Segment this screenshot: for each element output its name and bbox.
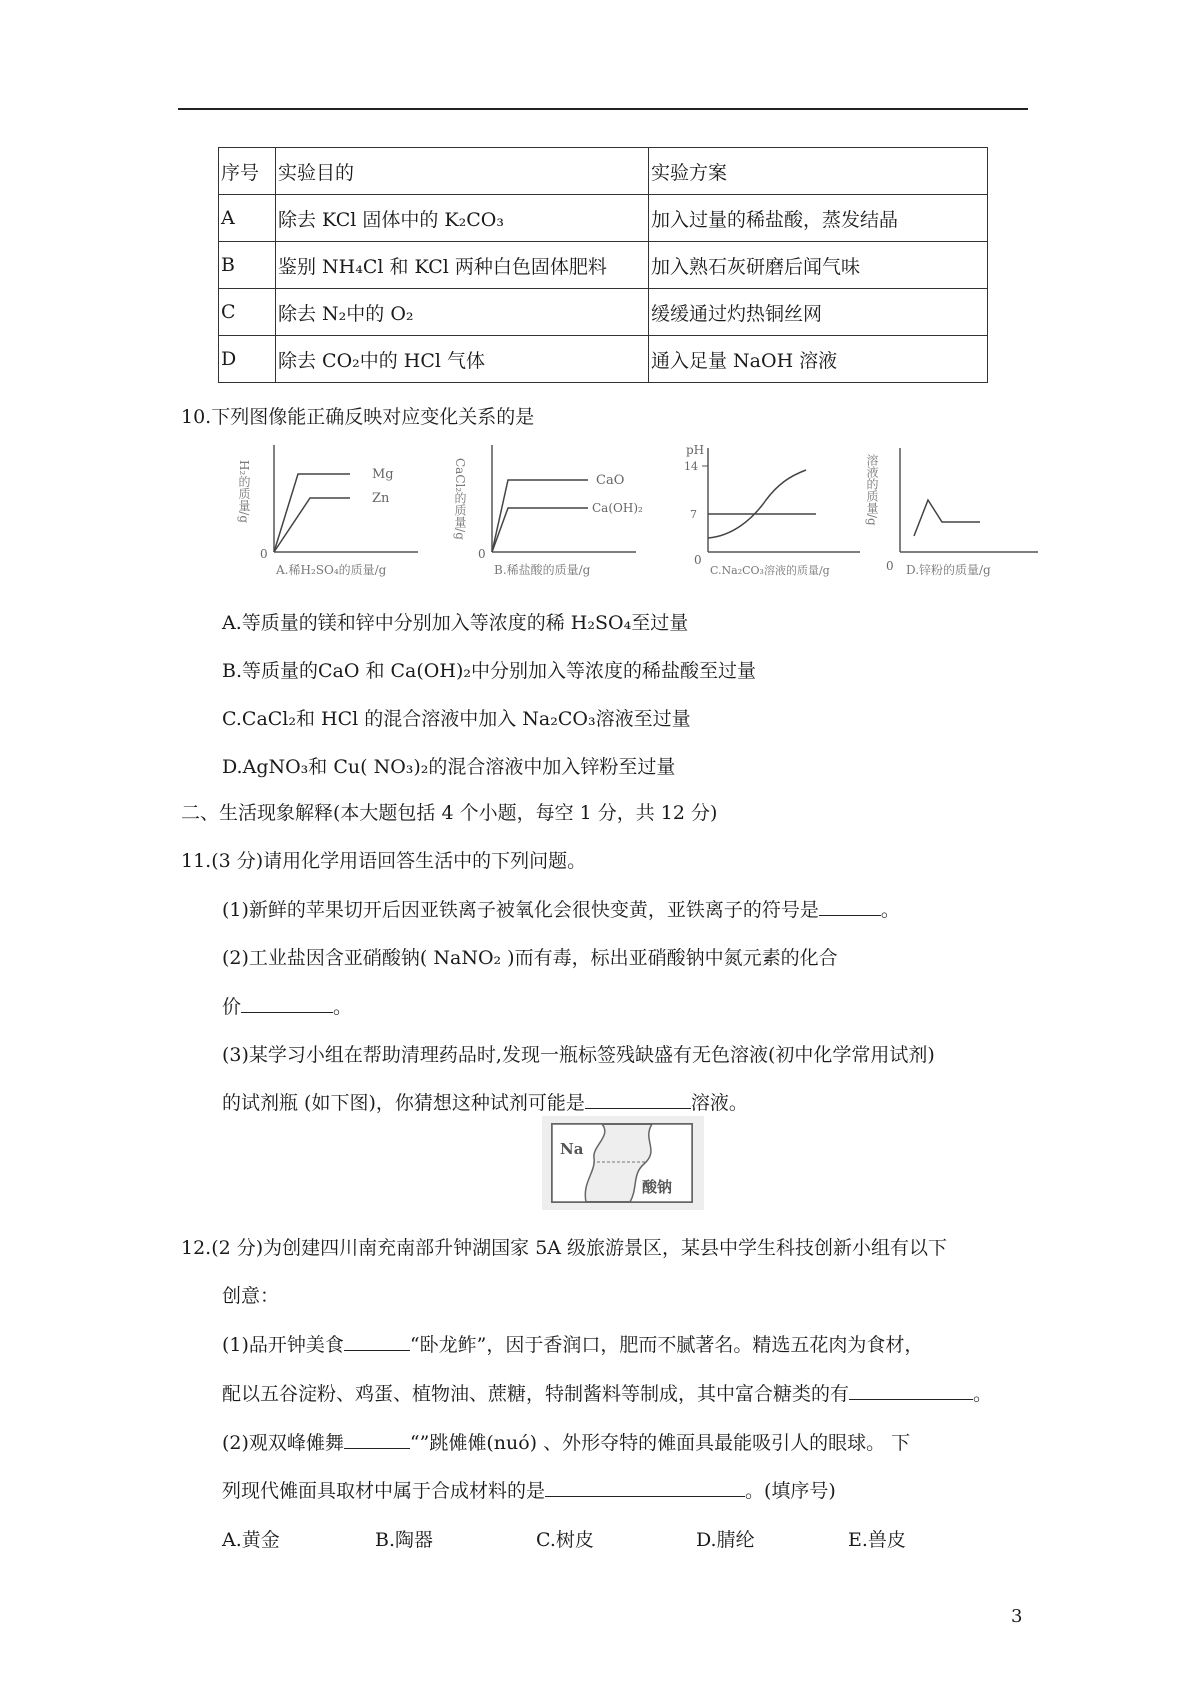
header-cell: 序号: [219, 148, 276, 195]
q12-part-1-mid: “卧龙鲊”，因于香润口，肥而不腻著名。精选五花肉为食材，: [409, 1334, 924, 1356]
graph-b-line2-label: Ca(OH)₂: [592, 501, 643, 515]
q10-option-b: B.等质量的CaO 和 Ca(OH)₂中分别加入等浓度的稀盐酸至过量: [222, 660, 756, 682]
graph-a: [237, 440, 420, 585]
q12-part-1b-end: 。: [973, 1383, 993, 1405]
graph-c-ph-curve: [708, 470, 806, 538]
graph-c-ylabel: pH: [686, 443, 705, 457]
graph-b-cao-line: [492, 480, 588, 552]
table-cell: A: [219, 195, 276, 242]
table-cell: 除去 KCl 固体中的 K₂CO₃: [276, 195, 649, 242]
table-row: [219, 336, 988, 383]
q12-part-1b-text: 配以五谷淀粉、鸡蛋、植物油、蔗糖，特制酱料等制成，其中富合糖类的有: [222, 1383, 850, 1405]
answer-blank[interactable]: [545, 1478, 745, 1497]
graph-c: [682, 440, 862, 585]
experiment-table: [218, 147, 988, 383]
graph-b-line1-label: CaO: [596, 473, 625, 488]
q11-part-1-text: (1)新鲜的苹果切开后因亚铁离子被氧化会很快变黄，亚铁离子的符号是: [222, 899, 819, 921]
page-number: 3: [1011, 1606, 1023, 1627]
graph-c-xlabel: C.Na₂CO₃溶液的质量/g: [710, 564, 830, 577]
q11-part-2b-text: 价: [222, 996, 242, 1018]
graph-c-tick-7: 7: [690, 508, 697, 521]
table-cell: D: [219, 336, 276, 383]
table-cell: 加入熟石灰研磨后闻气味: [649, 242, 988, 289]
graph-a-mg-line: [274, 474, 350, 552]
q12-part-2-text: (2)观双峰傩舞: [222, 1432, 344, 1454]
q12-choice-a: A.黄金: [222, 1529, 280, 1551]
header-rule: [178, 108, 1028, 110]
answer-blank[interactable]: [849, 1381, 973, 1400]
graph-a-ylabel: H₂的质量/g: [237, 460, 251, 523]
q12-part-2b-end: 。(填序号): [745, 1480, 836, 1502]
q12-choice-d: D.腈纶: [696, 1529, 755, 1551]
header-cell: 实验方案: [649, 148, 988, 195]
graph-a-origin: 0: [260, 547, 268, 561]
q11-part-3b-end: 溶液。: [690, 1092, 748, 1114]
graph-d: [865, 440, 1040, 585]
graph-a-line1-label: Mg: [372, 467, 394, 482]
q11-part-1-end: 。: [880, 899, 900, 921]
answer-blank[interactable]: [585, 1090, 691, 1109]
answer-blank[interactable]: [819, 897, 881, 916]
q12-part-1-cont: [222, 1379, 992, 1406]
q11-part-2: (2)工业盐因含亚硝酸钠( NaNO₂ )而有毒，标出亚硝酸钠中氮元素的化合: [222, 947, 838, 969]
graph-b-xlabel: B.稀盐酸的质量/g: [494, 563, 591, 577]
graph-a-line2-label: Zn: [372, 491, 390, 506]
table-row: [219, 242, 988, 289]
graph-b-origin: 0: [478, 547, 486, 561]
graph-d-line: [914, 500, 980, 536]
graph-c-origin: 0: [694, 553, 702, 567]
q12-choice-c: C.树皮: [536, 1529, 594, 1551]
q12-part-2-mid: “”跳傩傩(nuó) 、外形夺特的傩面具最能吸引人的眼球。 下: [409, 1432, 911, 1454]
q11-part-3: (3)某学习小组在帮助清理药品时,发现一瓶标签残缺盛有无色溶液(初中化学常用试剂): [222, 1044, 935, 1066]
q12-choice-b: B.陶器: [375, 1529, 434, 1551]
graph-c-tick-14: 14: [684, 460, 698, 473]
table-cell: 鉴别 NH₄Cl 和 KCl 两种白色固体肥料: [276, 242, 649, 289]
q12-choice-e: E.兽皮: [848, 1529, 906, 1551]
graph-b-caoh2-line: [492, 508, 588, 552]
table-cell: B: [219, 242, 276, 289]
q12-part-2-cont: [222, 1476, 836, 1503]
torn-label-figure: [542, 1116, 704, 1210]
table-row: [219, 195, 988, 242]
table-cell: 加入过量的稀盐酸，蒸发结晶: [649, 195, 988, 242]
question-11-stem: 11.(3 分)请用化学用语回答生活中的下列问题。: [181, 850, 587, 872]
q12-part-2b-text: 列现代傩面具取材中属于合成材料的是: [222, 1480, 546, 1502]
graph-a-zn-line: [274, 498, 350, 552]
section-2-heading: 二、生活现象解释(本大题包括 4 个小题，每空 1 分，共 12 分): [181, 802, 718, 824]
table-row: [219, 289, 988, 336]
graph-d-xlabel: D.锌粉的质量/g: [906, 563, 991, 577]
table-cell: 缓缓通过灼热铜丝网: [649, 289, 988, 336]
q12-part-2: [222, 1428, 910, 1455]
q11-part-3b-text: 的试剂瓶 (如下图)，你猜想这种试剂可能是: [222, 1092, 585, 1114]
q11-part-2-cont: [222, 992, 352, 1019]
question-12-stem: 12.(2 分)为创建四川南充南部升钟湖国家 5A 级旅游景区，某县中学生科技创新小组有以下: [181, 1237, 948, 1259]
q11-part-1: [222, 895, 900, 922]
table-cell: 通入足量 NaOH 溶液: [649, 336, 988, 383]
answer-blank[interactable]: [344, 1332, 410, 1351]
q12-part-1-text: (1)品开钟美食: [222, 1334, 344, 1356]
label-right-text: 酸钠: [642, 1178, 673, 1196]
q11-part-2b-end: 。: [333, 996, 353, 1018]
table-cell: C: [219, 289, 276, 336]
table-cell: 除去 N₂中的 O₂: [276, 289, 649, 336]
graph-d-origin: 0: [886, 559, 894, 573]
q11-part-3-cont: [222, 1088, 748, 1115]
graph-a-xlabel: A.稀H₂SO₄的质量/g: [276, 563, 387, 577]
answer-blank[interactable]: [241, 994, 333, 1013]
header-cell: 实验目的: [276, 148, 649, 195]
q10-option-c: C.CaCl₂和 HCl 的混合溶液中加入 Na₂CO₃溶液至过量: [222, 708, 691, 730]
graph-b: [453, 440, 643, 585]
graph-d-ylabel: 溶液的质量/g: [865, 454, 879, 526]
table-cell: 除去 CO₂中的 HCl 气体: [276, 336, 649, 383]
answer-blank[interactable]: [344, 1430, 410, 1449]
question-12-stem-cont: 创意：: [222, 1285, 280, 1307]
q10-option-d: D.AgNO₃和 Cu( NO₃)₂的混合溶液中加入锌粉至过量: [222, 756, 676, 778]
question-10-stem: 10.下列图像能正确反映对应变化关系的是: [181, 406, 535, 428]
label-left-text: Na: [560, 1140, 584, 1158]
q10-option-a: A.等质量的镁和锌中分别加入等浓度的稀 H₂SO₄至过量: [222, 612, 689, 634]
table-header-row: [219, 148, 988, 195]
graph-b-ylabel: CaCl₂的质量/g: [453, 458, 467, 540]
q12-part-1: [222, 1330, 923, 1357]
